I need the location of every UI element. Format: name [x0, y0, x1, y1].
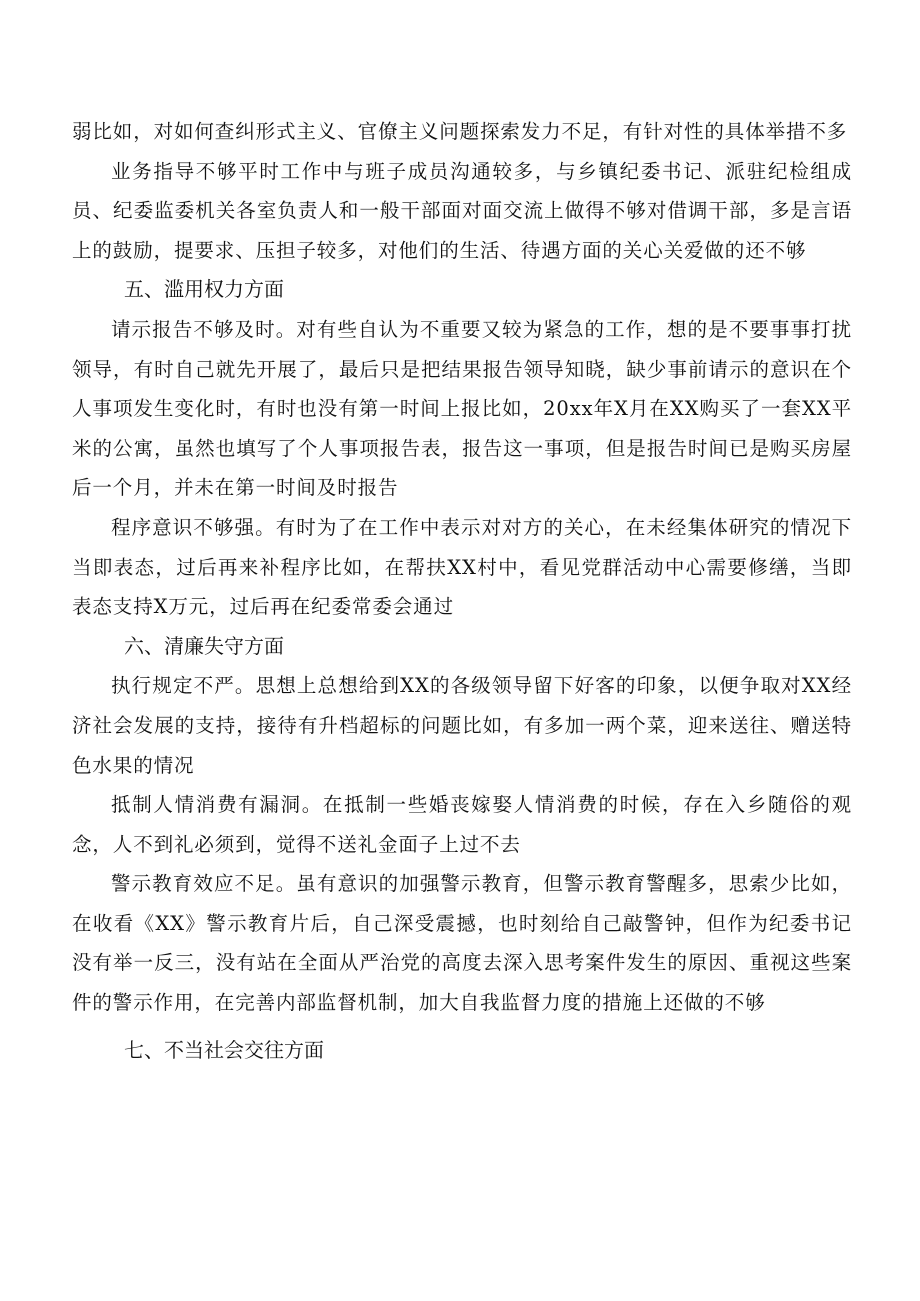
paragraph-warning-education: 警示教育效应不足。虽有意识的加强警示教育，但警示教育警醒多，思索少比如，在收看《XX》警示教育片后，自己深受震撼，也时刻给自己敲警钟，但作为纪委书记没有举一反三，没有站在全面从严治党的高度去深入思考案件发生的原因、重视这些案件的警示作用，在完善内部监督机制，加大自我监督力度的措施上还做的不够: [72, 872, 852, 1015]
document-body: [72, 112, 852, 1070]
paragraph-gift-consumption: 抵制人情消费有漏洞。在抵制一些婚丧嫁娶人情消费的时候，存在入乡随俗的观念，人不到礼必须到，觉得不送礼金面子上过不去: [72, 793, 852, 856]
paragraph-business-guidance: 业务指导不够平时工作中与班子成员沟通较多，与乡镇纪委书记、派驻纪检组成员、纪委监委机关各室负责人和一般干部面对面交流上做得不够对借调干部，多是言语上的鼓励，提要求、压担子较多，对他们的生活、待遇方面的关心关爱做的还不够: [72, 159, 852, 262]
paragraph-report-timeliness: 请示报告不够及时。对有些自认为不重要又较为紧急的工作，想的是不要事事打扰领导，有时自己就先开展了，最后只是把结果报告领导知晓，缺少事前请示的意识在个人事项发生变化时，有时也没有第一时间上报比如，20xx年X月在XX购买了一套XX平米的公寓，虽然也填写了个人事项报告表，报告这一事项，但是报告时间已是购买房屋后一个月，并未在第一时间及时报告: [72, 317, 852, 500]
paragraph-procedure-awareness: 程序意识不够强。有时为了在工作中表示对对方的关心，在未经集体研究的情况下当即表态，过后再来补程序比如，在帮扶XX村中，看见党群活动中心需要修缮，当即表态支持X万元，过后再在纪委常委会通过: [72, 515, 852, 619]
paragraph-strict-rules: 执行规定不严。思想上总想给到XX的各级领导留下好客的印象，以便争取对XX经济社会发展的支持，接待有升档超标的问题比如，有多加一两个菜，迎来送往、赠送特色水果的情况: [72, 674, 852, 777]
section-heading-abuse-of-power: 五、滥用权力方面: [124, 277, 284, 302]
section-heading-social-contact: 七、不当社会交往方面: [124, 1037, 324, 1062]
paragraph-continued-formalism: 弱比如，对如何查纠形式主义、官僚主义问题探索发力不足，有针对性的具体举措不多: [72, 120, 848, 143]
section-heading-integrity: 六、清廉失守方面: [124, 633, 284, 658]
